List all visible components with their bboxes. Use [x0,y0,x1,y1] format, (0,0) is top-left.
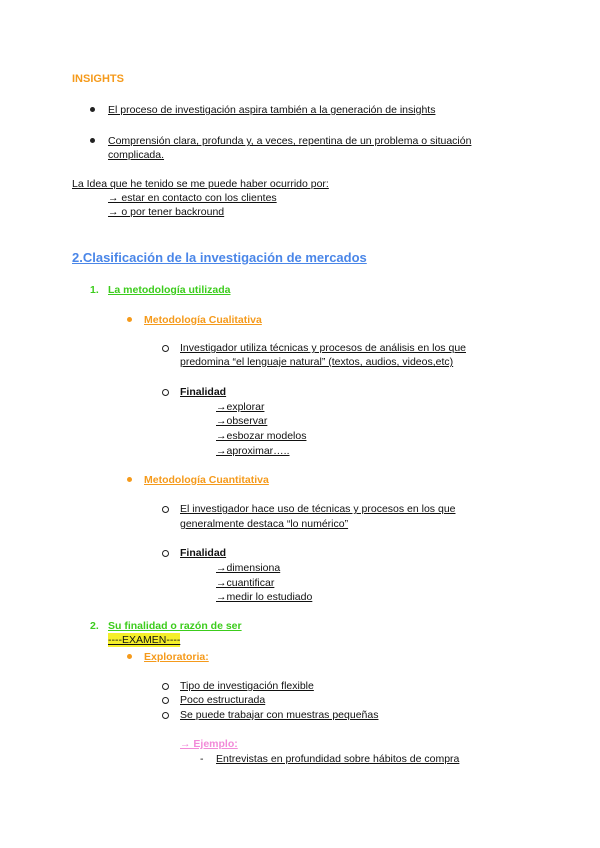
cuantitativa-step-1: →dimensiona [216,562,281,574]
bullet-icon [90,138,95,143]
cualitativa-label: Metodología Cualitativa [144,314,262,326]
exam-marker: ----EXAMEN---- [108,634,181,646]
dash-bullet: - [200,753,204,765]
cualitativa-step-2: →observar [216,415,268,427]
idea-item-2: → o por tener backround [108,206,225,218]
circle-bullet-icon [162,697,169,704]
insights-bullet-2-cont: complicada. [108,149,165,161]
insights-title: INSIGHTS [72,73,124,85]
item-1-label: La metodología utilizada [108,284,231,296]
cualitativa-desc-2: predomina “el lenguaje natural” (textos, audios, videos,etc) [180,356,454,368]
insights-bullet-2: Comprensión clara, profunda y, a veces, repentina de un problema o situación [108,135,472,147]
ejemplo-item: Entrevistas en profundidad sobre hábitos de compra [216,753,460,765]
ejemplo-label: → Ejemplo: [180,738,238,750]
cualitativa-finalidad: Finalidad [180,386,227,398]
circle-bullet-icon [162,683,169,690]
circle-bullet-icon [162,550,169,557]
exploratoria-label: Exploratoria: [144,651,209,663]
bullet-icon [90,107,95,112]
circle-bullet-icon [162,389,169,396]
cuantitativa-label: Metodología Cuantitativa [144,474,269,486]
idea-item-1: → estar en contacto con los clientes [108,192,277,204]
exploratoria-item-2: Poco estructurada [180,694,266,706]
cualitativa-desc-1: Investigador utiliza técnicas y procesos de análisis en los que [180,342,466,354]
cualitativa-step-1: →explorar [216,401,265,413]
cuantitativa-step-2: →cuantificar [216,577,275,589]
circle-bullet-icon [162,712,169,719]
bullet-icon [127,477,132,482]
cualitativa-step-3: →esbozar modelos [216,430,307,442]
item-2-number: 2. [90,620,99,632]
cuantitativa-desc-1: El investigador hace uso de técnicas y procesos en los que [180,503,456,515]
cualitativa-step-4: →aproximar….. [216,445,290,457]
cuantitativa-step-3: →medir lo estudiado [216,591,313,603]
item-2-label: Su finalidad o razón de ser [108,620,242,632]
insights-bullet-1: El proceso de investigación aspira también a la generación de insights [108,104,436,116]
idea-line: La Idea que he tenido se me puede haber ocurrido por: [72,178,329,190]
cuantitativa-finalidad: Finalidad [180,547,227,559]
bullet-icon [127,317,132,322]
item-1-number: 1. [90,284,99,296]
cuantitativa-desc-2: generalmente destaca “lo numérico” [180,518,349,530]
circle-bullet-icon [162,506,169,513]
exploratoria-item-3: Se puede trabajar con muestras pequeñas [180,709,379,721]
bullet-icon [127,654,132,659]
exploratoria-item-1: Tipo de investigación flexible [180,680,314,692]
section-heading: 2.Clasificación de la investigación de mercados [72,250,367,265]
circle-bullet-icon [162,345,169,352]
